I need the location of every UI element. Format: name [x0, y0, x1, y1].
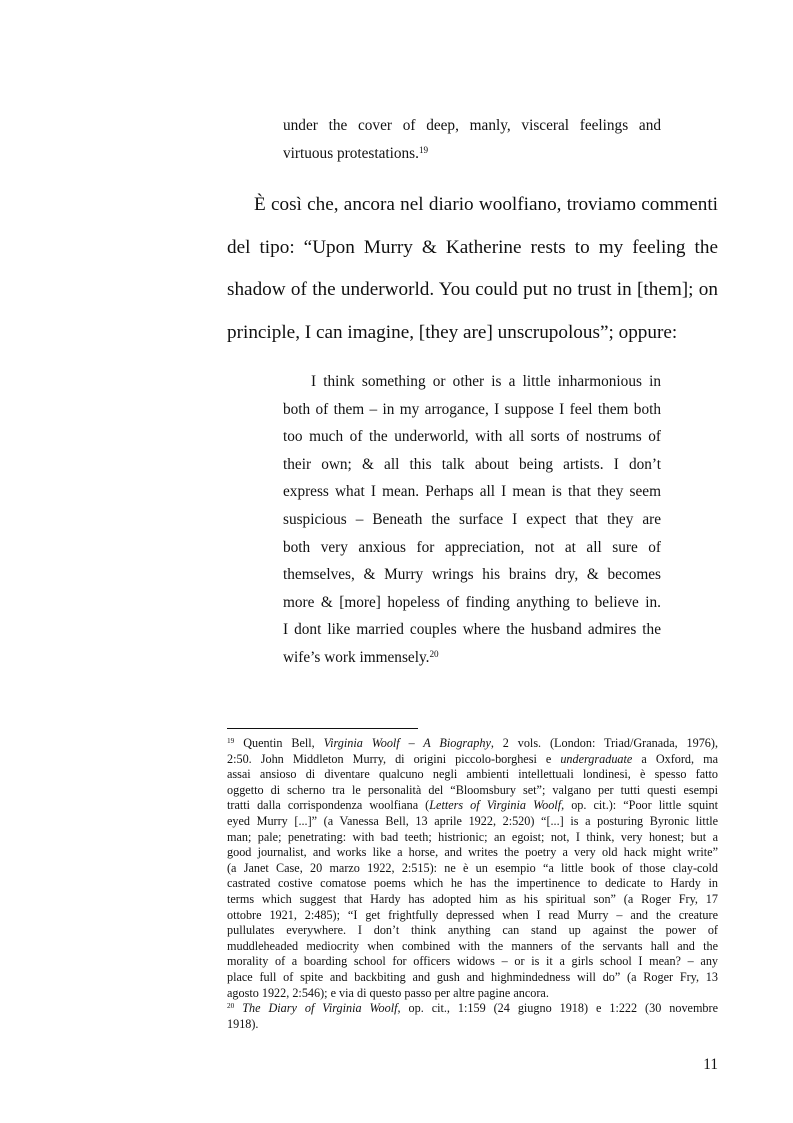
footnote-title: The Diary of Virginia Woolf — [242, 1001, 398, 1016]
quote-line — [283, 644, 661, 672]
footnote-number: 20 — [227, 1001, 235, 1011]
footnote-19-line: ottobre 1921, 2:485); “I get frightfully depressed when I read Murry – and the creature — [227, 907, 718, 922]
quote-line: I dont like married couples where the husband admires the — [283, 621, 661, 639]
footnote-separator — [227, 728, 418, 729]
footnote-author: Quentin Bell, — [243, 736, 315, 750]
quote-line: I think something or other is a little inharmonious in — [311, 373, 661, 390]
footnote-text: , 2 vols. (London: Triad/Granada, 1976), — [490, 736, 719, 750]
footnote-text: 2:50. John Middleton Murry, di origini piccolo-borghesi e — [227, 751, 552, 766]
quote-line: both of them – in my arrogance, I suppose I feel them both — [283, 400, 661, 418]
footnote-number: 19 — [227, 735, 235, 745]
footnote-19-line — [227, 736, 718, 752]
footnote-19-line: (a Janet Case, 20 marzo 1922, 2:515): ne è un esempio “a little book of those clay-cold — [227, 860, 718, 875]
footnote-19-line: eyed Murry [...]” (a Vanessa Bell, 13 aprile 1922, 2:520) “[...] is a posturing Byronic little — [227, 813, 718, 828]
block-quote-continuation — [283, 112, 661, 168]
quote-line-text: virtuous protestations. — [283, 145, 419, 162]
footnote-19-line: assai ansioso di diventare qualcuno negli ambienti intellettuali londinesi, è spesso fatto — [227, 767, 718, 782]
footnote-19-line: good journalist, and works like a horse, and writes the poetry a very old hack might write” — [227, 845, 718, 860]
footnote-20-line: 1918). — [227, 1016, 259, 1031]
footnote-text: tratti dalla corrispondenza woolfiana ( — [227, 798, 430, 813]
quote-line: under the cover of deep, manly, visceral feelings and — [283, 117, 661, 134]
quote-line — [283, 140, 661, 168]
footnote-text: a Oxford, ma — [641, 751, 719, 766]
footnote-20-line — [227, 1001, 718, 1017]
paragraph-line: È così che, ancora nel diario woolfiano, troviamo commenti — [254, 194, 718, 215]
quote-line: more & [more] hopeless of finding anything to believe in. — [283, 593, 661, 611]
footnote-19-line — [227, 798, 718, 814]
paragraph-line: principle, I can imagine, [they are] unscrupolous”; oppure: — [227, 321, 678, 343]
footnote-19-line: place full of spite and backbiting and gush and highmindedness will do” (a Roger Fry, 13 — [227, 969, 718, 984]
footnote-19-line: agosto 1922, 2:546); e via di questo passo per altre pagine ancora. — [227, 985, 549, 1000]
paragraph-line: shadow of the underworld. You could put no trust in [them]; on — [227, 279, 718, 300]
footnote-19-line: pullulates everywhere. I don’t think anything can stand up against the power of — [227, 923, 718, 938]
footnote-italic: undergraduate — [560, 751, 633, 766]
footnote-19-line: terms which suggest that Hardy has adopted him as his spiritual son” (a Roger Fry, 17 — [227, 891, 718, 906]
footnote-19-line — [227, 752, 718, 768]
footnote-italic: Letters of Virginia Woolf — [429, 798, 562, 813]
footnote-ref-19: 19 — [418, 144, 429, 155]
quote-line-text: wife’s work immensely. — [283, 648, 430, 666]
footnote-title: Virginia Woolf – A Biography — [323, 736, 491, 750]
quote-line: their own; & all this talk about being artists. I don’t — [283, 455, 661, 473]
paragraph-line: del tipo: “Upon Murry & Katherine rests to my feeling the — [227, 236, 718, 258]
quote-line: too much of the underworld, with all sorts of nostrums of — [283, 428, 661, 446]
footnote-19-line: castrated costive comatose poems which he has the impertinence to dedicate to Hardy in — [227, 876, 718, 891]
footnote-19-line: oggetto di scherno tra le personalità del “Bloomsbury set”; valgano per tutti questi esempi — [227, 782, 718, 797]
footnote-ref-20: 20 — [429, 648, 439, 659]
footnote-19-line: muddleheaded mediocrity when combined with the manners of the servants hall and the — [227, 938, 718, 953]
quote-line: suspicious – Beneath the surface I expect that they are — [283, 510, 661, 528]
footnote-text: , op. cit., 1:159 (24 giugno 1918) e 1:222 (30 novembre — [397, 1001, 718, 1016]
quote-line: themselves, & Murry wrings his brains dry, & becomes — [283, 566, 661, 584]
body-paragraph — [227, 184, 718, 354]
quote-line: both very anxious for appreciation, not at all sure of — [283, 538, 661, 556]
footnote-19-line: man; pale; penetrating: with bad teeth; histrionic; an egoist; not, I think, very honest; but a — [227, 829, 718, 844]
footnote-19-line: morality of a boarding school for officers widows – or is it a girls school I mean? – any — [227, 954, 718, 969]
footnote-text: , op. cit.): “Poor little squint — [561, 798, 718, 813]
quote-line: express what I mean. Perhaps all I mean is that they seem — [283, 483, 661, 501]
footnotes — [227, 736, 718, 1032]
block-quote — [283, 368, 661, 672]
page-number: 11 — [703, 1056, 718, 1073]
